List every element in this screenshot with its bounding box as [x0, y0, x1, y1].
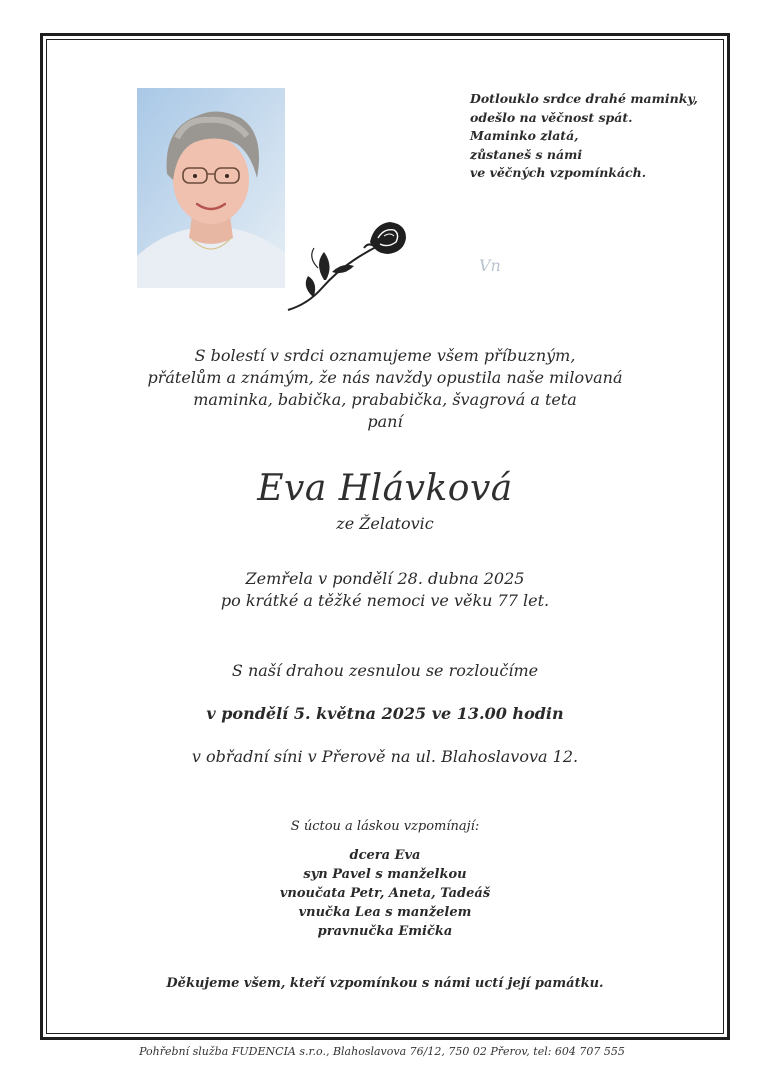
poem-line: Maminko zlatá,: [470, 128, 579, 143]
mourner-name: syn Pavel s manželkou: [303, 867, 467, 882]
death-details: [46, 568, 724, 612]
poem-line: Dotlouklo srdce drahé maminky,: [470, 91, 698, 106]
mourner-name: vnoučata Petr, Aneta, Tadeáš: [279, 886, 491, 901]
ceremony-intro: S naší drahou zesnulou se rozloučíme: [231, 661, 539, 680]
memorial-poem: [470, 90, 720, 183]
announcement-line: paní: [367, 412, 403, 431]
mourner-name: vnučka Lea s manželem: [298, 905, 472, 920]
poem-line: odešlo na věčnost spát.: [470, 109, 633, 125]
announcement-line: S bolestí v srdci oznamujeme všem příbuzným,: [194, 346, 576, 365]
mourners-list: [46, 846, 724, 941]
ceremony-place: v obřadní síni v Přerově na ul. Blahoslavova 12.: [191, 747, 579, 766]
poem-line: ve věčných vzpomínkách.: [470, 165, 647, 180]
rose-branch-icon: [284, 218, 410, 318]
death-line: Zemřela v pondělí 28. dubna 2025: [245, 569, 525, 588]
mourner-name: dcera Eva: [349, 848, 421, 863]
portrait-photo: [137, 88, 285, 288]
poem-line: zůstaneš s námi: [470, 146, 583, 162]
deceased-origin: ze Želatovic: [336, 514, 434, 533]
announcement-text: [46, 345, 724, 433]
mourners-intro: S úctou a láskou vzpomínají:: [290, 819, 480, 834]
mourner-name: pravnučka Emička: [317, 924, 453, 939]
death-line: po krátké a těžké nemoci ve věku 77 let.: [220, 591, 550, 610]
announcement-line: přátelům a známým, že nás navždy opustila naše milovaná: [147, 368, 623, 387]
faint-stamp-mark: Vn: [479, 256, 501, 275]
deceased-name: Eva Hlávková: [257, 468, 513, 509]
thanks-text: Děkujeme všem, kteří vzpomínkou s námi uctí její památku.: [166, 976, 604, 991]
ceremony-datetime: v pondělí 5. května 2025 ve 13.00 hodin: [206, 704, 564, 723]
funeral-service-footer: Pohřební služba FUDENCIA s.r.o., Blahoslavova 76/12, 750 02 Přerov, tel: 604 707 555: [139, 1045, 625, 1058]
announcement-line: maminka, babička, prababička, švagrová a teta: [193, 390, 577, 409]
